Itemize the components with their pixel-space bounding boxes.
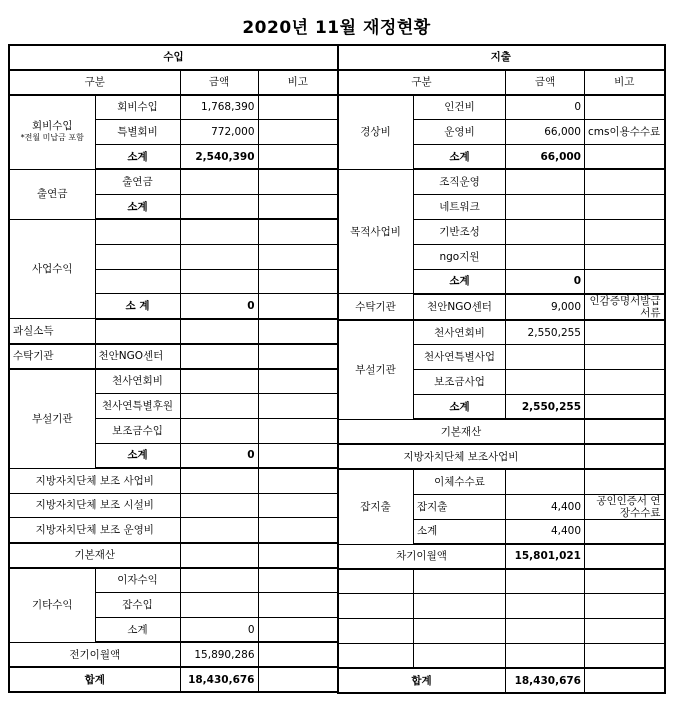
membership-note: *전월 미납금 포함 — [20, 133, 84, 143]
overpaid-label: 과실소득 — [9, 319, 95, 344]
trust-name: 천안NGO센터 — [95, 344, 180, 369]
expense-item: 네트워크 — [414, 194, 506, 219]
expense-col-category: 구분 — [338, 70, 506, 95]
income-note — [258, 667, 338, 692]
expense-trust-note: 인감증명서발급서류 — [585, 294, 665, 320]
income-note — [258, 344, 338, 369]
expense-note — [585, 370, 665, 395]
income-note — [258, 568, 338, 593]
expense-note — [585, 244, 665, 269]
income-note — [258, 418, 338, 443]
expense-note — [585, 668, 665, 693]
expense-base-assets-label: 기본재산 — [338, 419, 585, 444]
expense-note — [585, 194, 665, 219]
empty-cell — [338, 619, 414, 644]
purpose-label: 목적사업비 — [338, 169, 414, 293]
expense-note: cms이용수수료 — [585, 120, 665, 145]
expense-note — [585, 519, 665, 544]
expense-trust-amount: 9,000 — [506, 294, 585, 320]
income-note — [258, 294, 338, 319]
expense-amount — [506, 219, 585, 244]
empty-cell — [338, 594, 414, 619]
empty-cell — [585, 594, 665, 619]
income-amount: 1,768,390 — [180, 95, 258, 120]
expense-col-note: 비고 — [585, 70, 665, 95]
expense-subtotal-label: 소계 — [414, 395, 506, 420]
other-income-label: 기타수익 — [9, 568, 95, 643]
income-note — [258, 617, 338, 642]
carried-in-amount: 15,890,286 — [180, 642, 258, 667]
income-note — [258, 169, 338, 194]
expense-item: 천사연특별사업 — [414, 345, 506, 370]
carry-over-label: 차기이월액 — [338, 544, 506, 569]
income-item: 특별회비 — [95, 120, 180, 145]
expense-amount — [506, 469, 585, 494]
income-note — [258, 145, 338, 170]
income-table — [8, 44, 339, 693]
income-note — [258, 443, 338, 468]
income-amount — [180, 393, 258, 418]
income-subtotal-label: 소계 — [95, 194, 180, 219]
expense-note — [585, 419, 665, 444]
income-note — [258, 369, 338, 394]
empty-cell — [506, 594, 585, 619]
income-item — [95, 244, 180, 269]
expense-item: 이체수수료 — [414, 469, 506, 494]
income-amount — [180, 244, 258, 269]
expense-item: 조직운영 — [414, 169, 506, 194]
expense-note — [585, 395, 665, 420]
income-amount — [180, 369, 258, 394]
expense-affiliated-label: 부설기관 — [338, 320, 414, 420]
expense-item: 보조금사업 — [414, 370, 506, 395]
empty-cell — [414, 644, 506, 669]
misc-expense-label: 잡지출 — [338, 469, 414, 544]
income-note — [258, 319, 338, 344]
expense-note — [585, 544, 665, 569]
empty-cell — [338, 569, 414, 594]
empty-cell — [585, 619, 665, 644]
income-note — [258, 269, 338, 294]
subsidy-facility-label: 지방자치단체 보조 시설비 — [9, 493, 180, 518]
expense-item: ngo지원 — [414, 244, 506, 269]
empty-cell — [585, 644, 665, 669]
expense-note — [585, 145, 665, 170]
affiliated-label: 부설기관 — [9, 369, 95, 469]
expense-subtotal-label: 소계 — [414, 519, 506, 544]
expense-table — [337, 44, 666, 694]
income-note — [258, 244, 338, 269]
income-subtotal-amount: 2,540,390 — [180, 145, 258, 170]
empty-cell — [506, 569, 585, 594]
expense-amount — [506, 194, 585, 219]
subsidy-business-label: 지방자치단체 보조 사업비 — [9, 468, 180, 493]
carry-over-amount: 15,801,021 — [506, 544, 585, 569]
expense-total-amount: 18,430,676 — [506, 668, 585, 693]
expense-item: 천사연회비 — [414, 320, 506, 345]
expense-subtotal-amount: 2,550,255 — [506, 395, 585, 420]
income-amount — [180, 468, 258, 493]
membership-label: 회비수입 — [31, 120, 73, 133]
income-header: 수입 — [9, 45, 338, 70]
income-subtotal-amount: 0 — [180, 443, 258, 468]
income-note — [258, 95, 338, 120]
expense-note — [585, 269, 665, 294]
income-amount — [180, 319, 258, 344]
expense-amount — [506, 370, 585, 395]
empty-cell — [414, 569, 506, 594]
expense-subtotal-amount: 4,400 — [506, 519, 585, 544]
income-subtotal-amount: 0 — [180, 294, 258, 319]
expense-note — [585, 469, 665, 494]
income-item: 이자수익 — [95, 568, 180, 593]
expense-col-amount: 금액 — [506, 70, 585, 95]
income-note — [258, 194, 338, 219]
expense-item: 기반조성 — [414, 219, 506, 244]
expense-amount — [506, 244, 585, 269]
expense-note — [585, 345, 665, 370]
expense-subtotal-amount: 66,000 — [506, 145, 585, 170]
income-item: 천사연특별후원 — [95, 393, 180, 418]
income-amount: 772,000 — [180, 120, 258, 145]
expense-item: 인건비 — [414, 95, 506, 120]
income-note — [258, 393, 338, 418]
income-amount — [180, 169, 258, 194]
carried-in-label: 전기이월액 — [9, 642, 180, 667]
trust-label: 수탁기관 — [9, 344, 95, 369]
income-note — [258, 219, 338, 244]
operating-label: 경상비 — [338, 95, 414, 170]
expense-item: 잡지출 — [414, 494, 506, 519]
income-amount — [180, 568, 258, 593]
expense-item: 운영비 — [414, 120, 506, 145]
expense-trust-label: 수탁기관 — [338, 294, 414, 320]
income-item — [95, 269, 180, 294]
income-note — [258, 518, 338, 543]
expense-note — [585, 219, 665, 244]
expense-subtotal-label: 소계 — [414, 269, 506, 294]
income-col-category: 구분 — [9, 70, 180, 95]
income-item — [95, 219, 180, 244]
base-assets-label: 기본재산 — [9, 543, 180, 568]
income-amount — [180, 518, 258, 543]
income-note — [258, 493, 338, 518]
membership-label-cell — [9, 95, 95, 170]
income-subtotal-label: 소계 — [95, 617, 180, 642]
income-item: 보조금수입 — [95, 418, 180, 443]
expense-amount: 66,000 — [506, 120, 585, 145]
expense-trust-name: 천안NGO센터 — [414, 294, 506, 320]
income-subtotal-label: 소계 — [95, 443, 180, 468]
income-note — [258, 642, 338, 667]
income-note — [258, 468, 338, 493]
income-subtotal-amount: 0 — [180, 617, 258, 642]
empty-cell — [414, 619, 506, 644]
empty-cell — [414, 594, 506, 619]
expense-amount — [506, 169, 585, 194]
income-item — [95, 319, 180, 344]
expense-amount: 0 — [506, 95, 585, 120]
expense-note — [585, 169, 665, 194]
expense-note: 공인인증서 연장수수료 — [585, 494, 665, 519]
empty-cell — [506, 619, 585, 644]
expense-amount — [506, 345, 585, 370]
income-total-amount: 18,430,676 — [180, 667, 258, 692]
income-subtotal-label: 소 계 — [95, 294, 180, 319]
empty-cell — [338, 644, 414, 669]
expense-amount: 2,550,255 — [506, 320, 585, 345]
income-item: 출연금 — [95, 169, 180, 194]
contribution-label: 출연금 — [9, 169, 95, 219]
expense-subtotal-label: 소계 — [414, 145, 506, 170]
page-title: 2020년 11월 재정현황 — [242, 18, 431, 38]
income-note — [258, 120, 338, 145]
income-note — [258, 543, 338, 568]
income-total-label: 합계 — [9, 667, 180, 692]
income-note — [258, 593, 338, 618]
income-item: 천사연회비 — [95, 369, 180, 394]
empty-cell — [506, 644, 585, 669]
income-amount — [180, 493, 258, 518]
income-amount — [180, 543, 258, 568]
income-col-note: 비고 — [258, 70, 338, 95]
empty-cell — [585, 569, 665, 594]
expense-note — [585, 320, 665, 345]
income-item: 회비수입 — [95, 95, 180, 120]
income-amount — [180, 593, 258, 618]
income-amount — [180, 344, 258, 369]
income-amount — [180, 219, 258, 244]
expense-total-label: 합계 — [338, 668, 506, 693]
income-amount — [180, 269, 258, 294]
expense-header: 지출 — [338, 45, 665, 70]
income-col-amount: 금액 — [180, 70, 258, 95]
income-amount — [180, 418, 258, 443]
expense-note — [585, 95, 665, 120]
expense-subtotal-amount: 0 — [506, 269, 585, 294]
income-item: 잡수입 — [95, 593, 180, 618]
subsidy-operating-label: 지방자치단체 보조 운영비 — [9, 518, 180, 543]
expense-note — [585, 444, 665, 469]
expense-subsidy-label: 지방자치단체 보조사업비 — [338, 444, 585, 469]
business-label: 사업수익 — [9, 219, 95, 319]
expense-amount: 4,400 — [506, 494, 585, 519]
income-subtotal-amount — [180, 194, 258, 219]
income-subtotal-label: 소계 — [95, 145, 180, 170]
